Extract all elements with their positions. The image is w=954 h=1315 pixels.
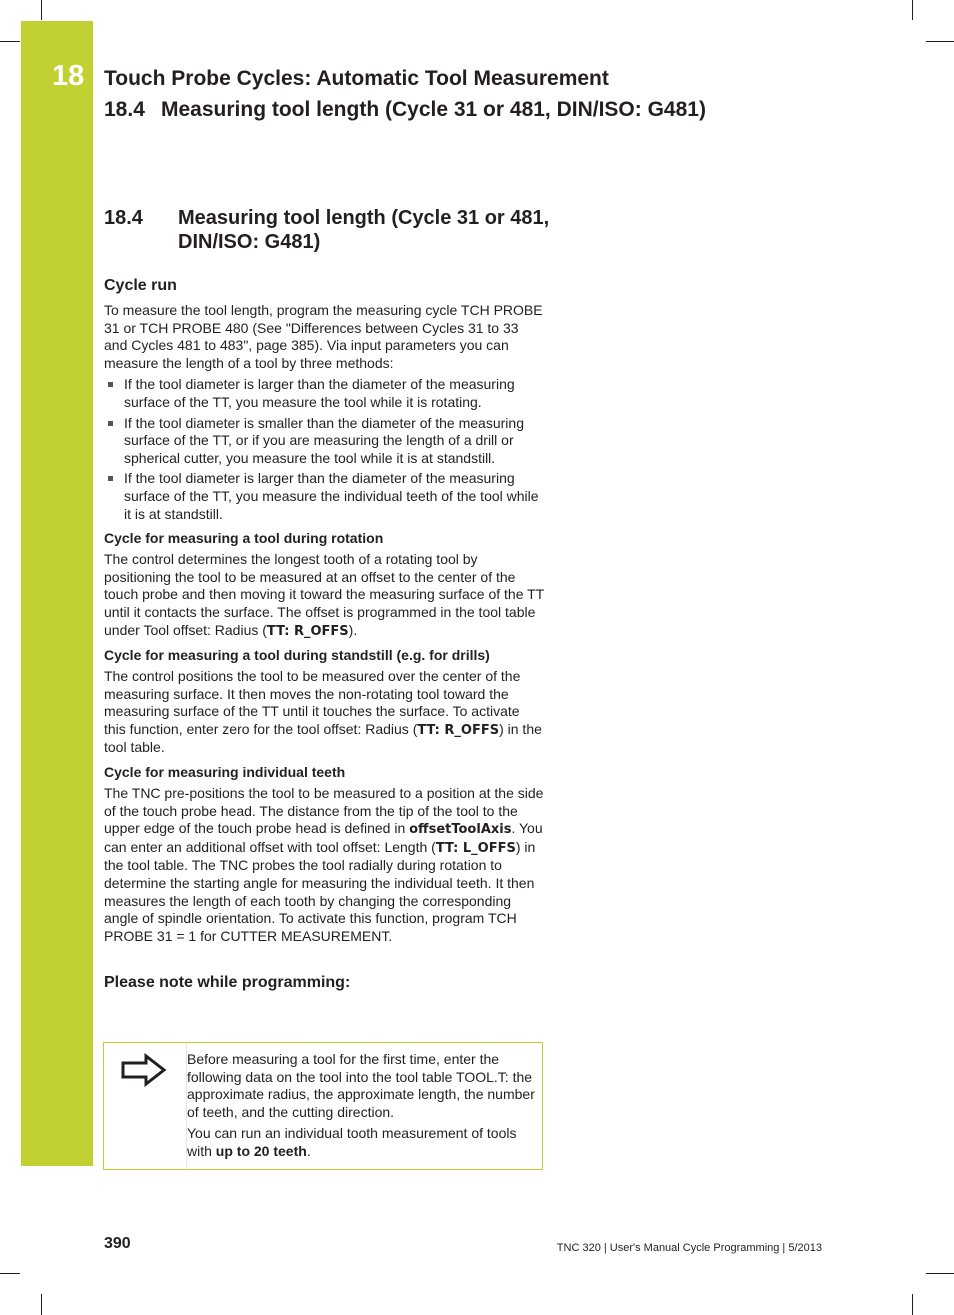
list-item: If the tool diameter is smaller than the diameter of the measuring surface of the TT, or if you are measuring the length of a drill or spherical cutter, you measure the tool while it is at standstill. bbox=[104, 415, 544, 468]
page-number: 390 bbox=[104, 1235, 131, 1252]
section-number: 18.4 bbox=[104, 207, 143, 229]
crop-mark bbox=[0, 1273, 20, 1274]
body-content bbox=[104, 276, 544, 993]
rotation-text: The control determines the longest tooth of a rotating tool by positioning the tool to be measured at an offset to the center of the touch probe and then moving it toward the measuring surface of the TT until it contacts the surface. The offset is programmed in the tool table under Tool offset: Radius (TT: R_OFFS). bbox=[104, 551, 544, 639]
teeth-text: The TNC pre-positions the tool to be measured to a position at the side of the touch probe head. The distance from the tip of the tool to the upper edge of the touch probe head is defined in offsetToolAxis. You can enter an additional offset with tool offset: Length (TT: L_OFFS) in the tool table. The TNC probes the tool radially during rotation to determine the starting angle for measuring the individual teeth. It then measures the length of each tooth by changing the corresponding angle of spindle orientation. To activate this function, program TCH PROBE 31 = 1 for CUTTER MEASUREMENT. bbox=[104, 785, 544, 944]
note-text bbox=[187, 1051, 537, 1165]
code-term: TT: R_OFFS bbox=[266, 623, 349, 639]
note-box bbox=[103, 1042, 543, 1170]
bullet-square-icon bbox=[108, 421, 113, 426]
chapter-title: Touch Probe Cycles: Automatic Tool Measurement bbox=[104, 67, 609, 90]
crop-mark bbox=[41, 1294, 42, 1315]
code-term: TT: R_OFFS bbox=[417, 722, 500, 738]
bullet-square-icon bbox=[108, 382, 113, 387]
crop-mark bbox=[0, 41, 20, 42]
standstill-text: The control positions the tool to be measured over the center of the measuring surface. It then moves the non-rotating tool toward the measuring surface of the TT until it touches the surface. To activate this function, enter zero for the tool offset: Radius (TT: R_OFFS) in the tool table. bbox=[104, 668, 542, 756]
crop-mark bbox=[912, 1294, 913, 1315]
note-para-1: Before measuring a tool for the first time, enter the following data on the tool into the tool table TOOL.T: the approximate radius, the approximate length, the number of teeth, and the cutting direction. bbox=[187, 1051, 535, 1120]
method-list bbox=[104, 376, 544, 523]
chapter-number: 18 bbox=[52, 60, 85, 92]
list-item: If the tool diameter is larger than the diameter of the measuring surface of the TT, you measure the individual teeth of the tool while it is at standstill. bbox=[104, 470, 544, 523]
note-para-2: You can run an individual tooth measurement of tools with up to 20 teeth. bbox=[187, 1125, 517, 1159]
note-heading: Please note while programming: bbox=[104, 974, 351, 992]
cycle-run-intro: To measure the tool length, program the measuring cycle TCH PROBE 31 or TCH PROBE 480 (See "Differences between Cycles 31 to 33 and Cycles 481 to 483", page 385). Via input parameters you can measure the length of a tool by three methods: bbox=[104, 302, 543, 371]
arrow-right-icon bbox=[120, 1053, 168, 1087]
standstill-heading: Cycle for measuring a tool during standstill (e.g. for drills) bbox=[104, 647, 490, 664]
section-title-line2: DIN/ISO: G481) bbox=[178, 231, 321, 253]
chapter-sidebar bbox=[21, 21, 93, 1166]
section-title-line1: Measuring tool length (Cycle 31 or 481, bbox=[178, 207, 550, 229]
code-term: offsetToolAxis bbox=[409, 822, 512, 838]
rotation-heading: Cycle for measuring a tool during rotation bbox=[104, 530, 384, 547]
running-section-number: 18.4 bbox=[104, 98, 145, 121]
list-item: If the tool diameter is larger than the diameter of the measuring surface of the TT, you measure the tool while it is rotating. bbox=[104, 376, 544, 411]
running-section-header bbox=[104, 98, 706, 122]
crop-mark bbox=[41, 0, 42, 20]
crop-mark bbox=[926, 1273, 954, 1274]
crop-mark bbox=[926, 41, 954, 42]
running-section-title: Measuring tool length (Cycle 31 or 481, DIN/ISO: G481) bbox=[161, 98, 706, 121]
teeth-heading: Cycle for measuring individual teeth bbox=[104, 764, 346, 781]
footer-text: TNC 320 | User's Manual Cycle Programming | 5/2013 bbox=[556, 1242, 822, 1254]
crop-mark bbox=[912, 0, 913, 20]
cycle-run-heading: Cycle run bbox=[104, 277, 177, 294]
bullet-square-icon bbox=[108, 476, 113, 481]
code-term: TT: L_OFFS bbox=[435, 840, 516, 856]
